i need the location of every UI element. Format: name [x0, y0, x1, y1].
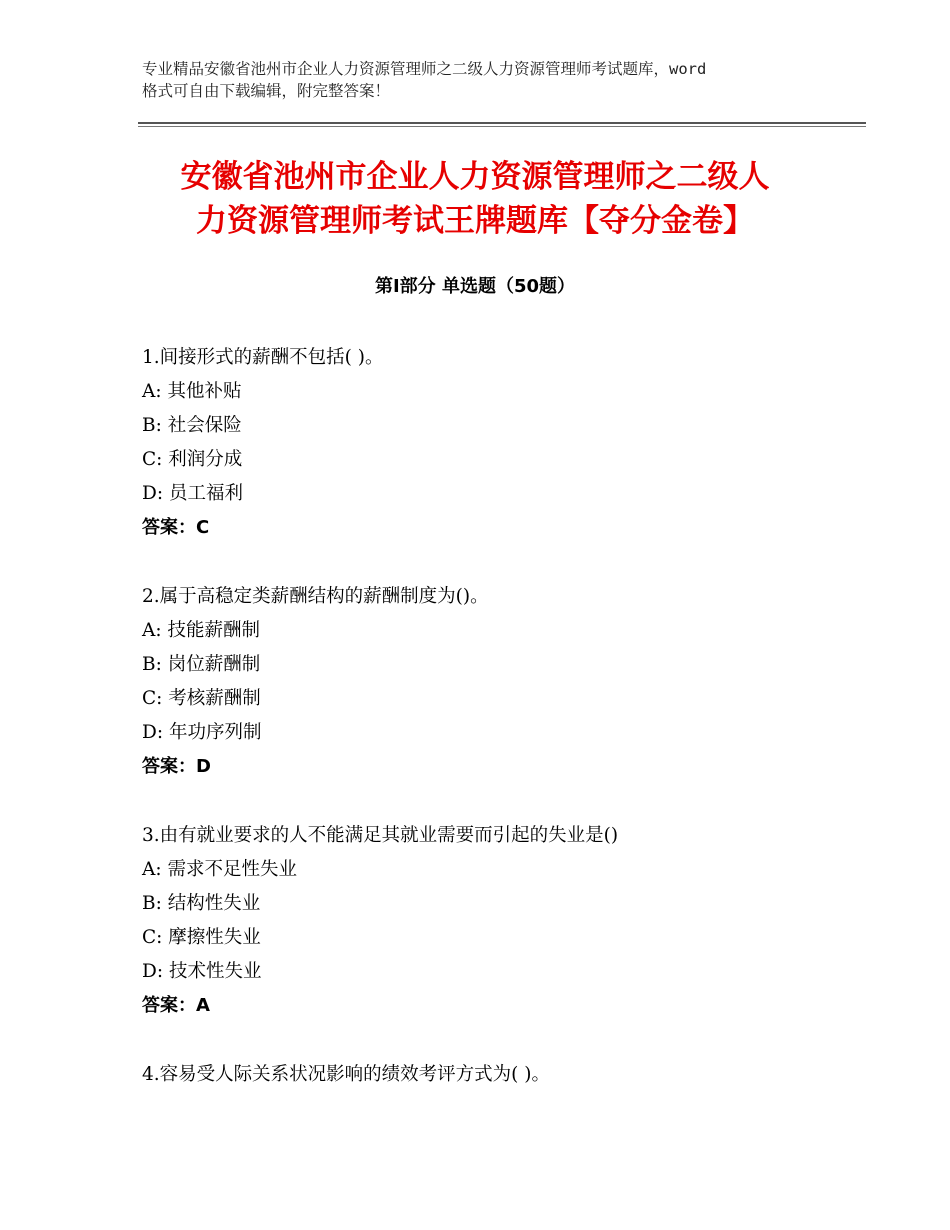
header-divider-thick [138, 122, 866, 124]
question-3 [142, 819, 842, 1023]
option-a: A: 需求不足性失业 [142, 859, 297, 880]
answer: 答案：C [142, 517, 210, 538]
document-title-line-2: 力资源管理师考试王牌题库【夺分金卷】 [196, 203, 754, 239]
document-title-line-1: 安徽省池州市企业人力资源管理师之二级人 [180, 159, 770, 195]
document-title [100, 155, 850, 243]
option-b: B: 岗位薪酬制 [142, 654, 261, 675]
section-title: 第Ⅰ部分 单选题（50题） [374, 276, 575, 297]
header-note-line-1: 专业精品安徽省池州市企业人力资源管理师之二级人力资源管理师考试题库，word [142, 60, 707, 78]
option-c: C: 利润分成 [142, 449, 243, 470]
question-stem: 1.间接形式的薪酬不包括( )。 [142, 347, 384, 368]
question-stem: 4.容易受人际关系状况影响的绩效考评方式为( )。 [142, 1064, 550, 1085]
answer: 答案：A [142, 995, 210, 1016]
question-stem: 2.属于高稳定类薪酬结构的薪酬制度为()。 [142, 586, 489, 607]
option-c: C: 考核薪酬制 [142, 688, 261, 709]
header-divider-thin [138, 126, 866, 127]
option-a: A: 技能薪酬制 [142, 620, 260, 641]
option-b: B: 结构性失业 [142, 893, 261, 914]
header-note [142, 58, 832, 102]
option-c: C: 摩擦性失业 [142, 927, 261, 948]
answer: 答案：D [142, 756, 211, 777]
option-d: D: 员工福利 [142, 483, 243, 504]
question-1 [142, 341, 842, 545]
option-d: D: 技术性失业 [142, 961, 262, 982]
option-b: B: 社会保险 [142, 415, 242, 436]
header-note-line-2: 格式可自由下载编辑，附完整答案！ [142, 82, 391, 100]
question-4 [142, 1058, 842, 1092]
option-d: D: 年功序列制 [142, 722, 262, 743]
question-stem: 3.由有就业要求的人不能满足其就业需要而引起的失业是() [142, 825, 619, 846]
option-a: A: 其他补贴 [142, 381, 242, 402]
question-2 [142, 580, 842, 784]
